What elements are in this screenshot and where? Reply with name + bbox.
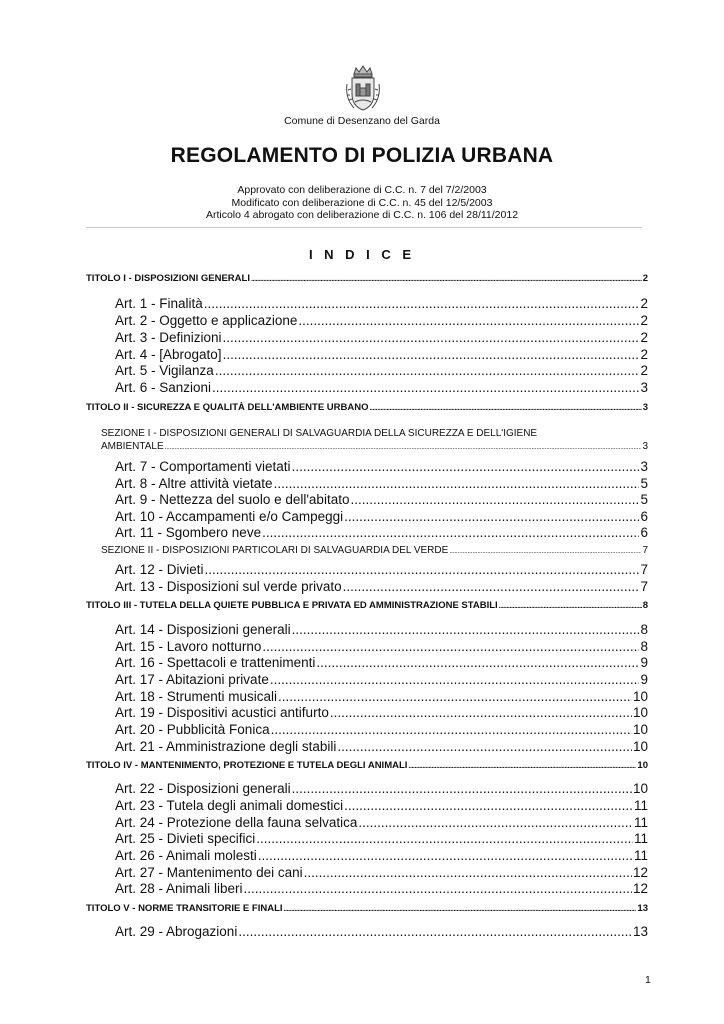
toc-label: Art. 9 - Nettezza del suolo e dell'abitato: [115, 492, 350, 507]
toc-page: 7: [642, 545, 648, 556]
toc-label: Art. 26 - Animali molesti: [115, 848, 257, 863]
toc-page: 11: [633, 831, 648, 846]
toc-leader: [212, 380, 639, 395]
toc-label: Art. 2 - Oggetto e applicazione: [115, 313, 298, 328]
toc-leader: [370, 405, 642, 412]
toc-label: Art. 17 - Abitazioni private: [115, 672, 269, 687]
toc-art-3[interactable]: [115, 330, 648, 345]
toc-label: Art. 10 - Accampamenti e/o Campeggi: [115, 509, 344, 524]
toc-art-22[interactable]: [115, 781, 648, 796]
toc-art-7[interactable]: [115, 459, 648, 474]
toc-page: 8: [640, 639, 648, 654]
toc-leader: [350, 492, 639, 507]
toc-leader: [165, 441, 642, 454]
toc-titolo-4[interactable]: [86, 760, 648, 771]
toc-leader: [270, 672, 640, 687]
toc-leader: [337, 739, 632, 754]
toc-leader: [204, 296, 640, 311]
toc-art-13[interactable]: [115, 579, 648, 594]
toc-page: 11: [633, 798, 648, 813]
municipality-name: Comune di Desenzano del Garda: [284, 115, 440, 127]
toc-label: Art. 7 - Comportamenti vietati: [115, 459, 291, 474]
toc-label: Art. 5 - Vigilanza: [115, 363, 214, 378]
toc-page: 9: [640, 672, 648, 687]
toc-page: 10: [632, 689, 648, 704]
toc-sezione-1[interactable]: [101, 427, 648, 454]
toc-label: Art. 22 - Disposizioni generali: [115, 781, 291, 796]
toc-leader: [408, 763, 636, 770]
toc-leader: [298, 313, 639, 328]
toc-leader: [292, 622, 640, 637]
toc-page: 2: [640, 363, 648, 378]
toc-art-1[interactable]: [115, 296, 648, 311]
toc-art-17[interactable]: [115, 672, 648, 687]
toc-page: 3: [642, 441, 648, 452]
toc-art-21[interactable]: [115, 739, 648, 754]
toc-label: Art. 15 - Lavoro notturno: [115, 639, 262, 654]
toc-label: Art. 18 - Strumenti musicali: [115, 689, 278, 704]
toc-leader: [274, 476, 640, 491]
toc-label: Art. 25 - Divieti specifici: [115, 831, 256, 846]
toc-label-continued: AMBIENTALE: [101, 441, 164, 452]
toc-leader: [205, 562, 640, 577]
toc-label: TITOLO IV - MANTENIMENTO, PROTEZIONE E TUTELA DEGLI ANIMALI: [86, 760, 408, 771]
toc-page: 10: [632, 781, 648, 796]
toc-titolo-5[interactable]: [86, 903, 648, 914]
toc-page: 12: [632, 865, 648, 880]
toc-label: Art. 21 - Amministrazione degli stabili: [115, 739, 337, 754]
toc-titolo-2[interactable]: [86, 402, 648, 413]
modification-line: Modificato con deliberazione di C.C. n. 45 del 12/5/2003: [231, 196, 493, 209]
toc-leader: [251, 276, 642, 283]
abrogation-line: Articolo 4 abrogato con deliberazione di C.C. n. 106 del 28/11/2012: [205, 209, 519, 221]
toc-leader: [238, 924, 632, 939]
toc-titolo-3[interactable]: [86, 600, 648, 611]
toc-label: Art. 16 - Spettacoli e trattenimenti: [115, 655, 316, 670]
toc-label: Art. 1 - Finalità: [115, 296, 203, 311]
toc-label: Art. 11 - Sgombero neve: [115, 525, 262, 540]
toc-art-19[interactable]: [115, 705, 648, 720]
toc-art-11[interactable]: [115, 525, 648, 540]
toc-art-9[interactable]: [115, 492, 648, 507]
toc-page: 3: [640, 380, 648, 395]
toc-leader: [215, 363, 640, 378]
toc-page: 6: [640, 525, 648, 540]
toc-page: 8: [640, 622, 648, 637]
toc-label: Art. 13 - Disposizioni sul verde privato: [115, 579, 342, 594]
toc-label: Art. 19 - Dispositivi acustici antifurto: [115, 705, 329, 720]
toc-page: 8: [642, 600, 648, 611]
toc-art-18[interactable]: [115, 689, 648, 704]
toc-label: Art. 23 - Tutela degli animali domestici: [115, 798, 344, 813]
toc-label: SEZIONE II - DISPOSIZIONI PARTICOLARI DI SALVAGUARDIA DEL VERDE: [101, 545, 449, 556]
toc-page: 13: [637, 903, 648, 914]
toc-page: 3: [640, 459, 648, 474]
toc-leader: [499, 603, 642, 610]
toc-label: SEZIONE I - DISPOSIZIONI GENERALI DI SALVAGUARDIA DELLA SICUREZZA E DELL'IGIENE: [101, 428, 538, 439]
toc-page: 7: [640, 579, 648, 594]
toc-art-27[interactable]: [115, 865, 648, 880]
toc-page: 5: [640, 492, 648, 507]
toc-label: Art. 29 - Abrogazioni: [115, 924, 238, 939]
toc-label: Art. 6 - Sanzioni: [115, 380, 212, 395]
toc-art-5[interactable]: [115, 363, 648, 378]
toc-leader: [262, 639, 639, 654]
toc-art-15[interactable]: [115, 639, 648, 654]
toc-page: 2: [642, 273, 648, 284]
toc-label: Art. 3 - Definizioni: [115, 330, 222, 345]
toc-leader: [244, 881, 632, 896]
toc-label: Art. 8 - Altre attività vietate: [115, 476, 273, 491]
toc-art-26[interactable]: [115, 848, 648, 863]
toc-art-12[interactable]: [115, 562, 648, 577]
toc-sezione-1-line-2: [101, 440, 648, 454]
toc-label: TITOLO I - DISPOSIZIONI GENERALI: [86, 273, 250, 284]
toc-page: 10: [632, 739, 648, 754]
toc-page: 7: [640, 562, 648, 577]
toc-page: 10: [637, 760, 648, 771]
toc-leader: [330, 705, 632, 720]
toc-page: 2: [640, 347, 648, 362]
toc-leader: [284, 906, 637, 913]
toc-art-8[interactable]: [115, 476, 648, 491]
toc-leader: [344, 798, 633, 813]
toc-sezione-2[interactable]: [101, 545, 648, 556]
toc-leader: [262, 525, 639, 540]
toc-page: 2: [640, 330, 648, 345]
toc-leader: [271, 722, 632, 737]
toc-art-14[interactable]: [115, 622, 648, 637]
toc-leader: [292, 781, 632, 796]
toc-page: 3: [642, 402, 648, 413]
toc-page: 6: [640, 509, 648, 524]
toc-titolo-1[interactable]: [86, 273, 648, 284]
toc-page: 13: [632, 924, 648, 939]
toc-leader: [316, 655, 639, 670]
toc-art-29[interactable]: [115, 924, 648, 939]
toc-page: 5: [640, 476, 648, 491]
toc-page: 11: [633, 848, 648, 863]
toc-page: 10: [632, 705, 648, 720]
toc-leader: [223, 330, 640, 345]
toc-label: Art. 20 - Pubblicità Fonica: [115, 722, 270, 737]
document-title: REGOLAMENTO DI POLIZIA URBANA: [170, 144, 554, 167]
toc-page: 2: [640, 313, 648, 328]
toc-leader: [343, 579, 640, 594]
toc-leader: [223, 347, 640, 362]
toc-label: TITOLO II - SICUREZZA E QUALITÀ DELL'AMBIENTE URBANO: [86, 402, 369, 413]
toc-art-6[interactable]: [115, 380, 648, 395]
toc-art-23[interactable]: [115, 798, 648, 813]
toc-art-20[interactable]: [115, 722, 648, 737]
toc-leader: [256, 831, 633, 846]
toc-label: TITOLO III - TUTELA DELLA QUIETE PUBBLICA E PRIVATA ED AMMINISTRAZIONE STABILI: [86, 600, 498, 611]
toc-page: 2: [640, 296, 648, 311]
toc-page: 12: [632, 881, 648, 896]
toc-art-24[interactable]: [115, 815, 648, 830]
toc-label: Art. 4 - [Abrogato]: [115, 347, 222, 362]
toc-leader: [292, 459, 640, 474]
toc-label: Art. 24 - Protezione della fauna selvatica: [115, 815, 358, 830]
toc-leader: [278, 689, 632, 704]
toc-leader: [358, 815, 633, 830]
toc-leader: [344, 509, 639, 524]
toc-label: Art. 12 - Divieti: [115, 562, 204, 577]
toc-leader: [304, 865, 632, 880]
index-heading: I N D I C E: [308, 247, 416, 262]
toc-page: 11: [633, 815, 648, 830]
toc-art-4[interactable]: [115, 347, 648, 362]
approval-line: Approvato con deliberazione di C.C. n. 7 del 7/2/2003: [237, 184, 487, 196]
toc-art-16[interactable]: [115, 655, 648, 670]
toc-label: TITOLO V - NORME TRANSITORIE E FINALI: [86, 903, 283, 914]
toc-art-28[interactable]: [115, 881, 648, 896]
toc-label: Art. 27 - Mantenimento dei cani: [115, 865, 303, 880]
toc-leader: [258, 848, 633, 863]
toc-art-10[interactable]: [115, 509, 648, 524]
toc-leader: [449, 548, 641, 555]
toc-page: 10: [632, 722, 648, 737]
toc-label: Art. 14 - Disposizioni generali: [115, 622, 291, 637]
toc-label: Art. 28 - Animali liberi: [115, 881, 243, 896]
toc-art-2[interactable]: [115, 313, 648, 328]
toc-art-25[interactable]: [115, 831, 648, 846]
page-number: 1: [645, 974, 651, 986]
toc-page: 9: [640, 655, 648, 670]
